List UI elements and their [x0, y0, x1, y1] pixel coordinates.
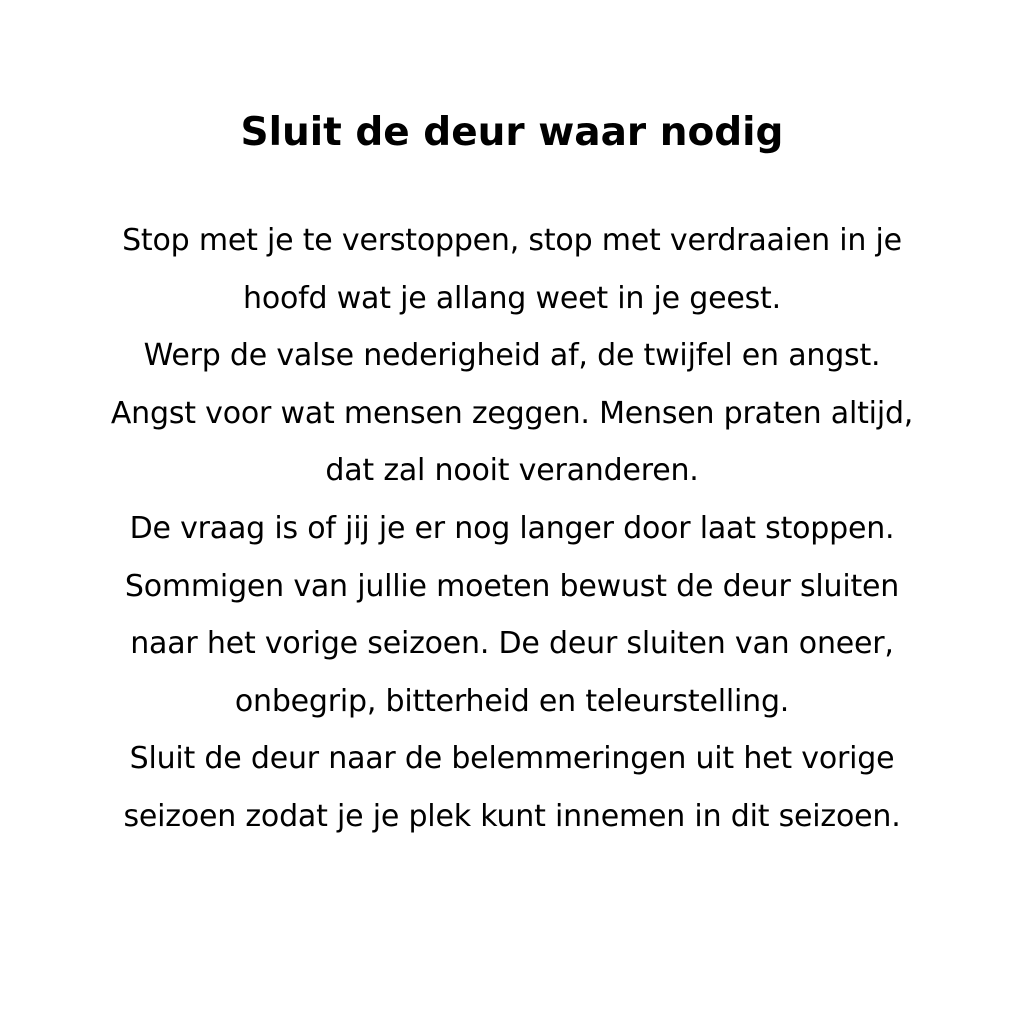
body-line: naar het vorige seizoen. De deur sluiten van oneer,	[130, 626, 894, 662]
body-text	[0, 212, 1024, 846]
body-line: seizoen zodat je je plek kunt innemen in dit seizoen.	[123, 798, 901, 834]
body-line: Angst voor wat mensen zeggen. Mensen praten altijd,	[110, 395, 914, 431]
page-title: Sluit de deur waar nodig	[240, 110, 784, 155]
body-line: Sluit de deur naar de belemmeringen uit het vorige	[129, 741, 895, 777]
body-line: onbegrip, bitterheid en teleurstelling.	[234, 683, 790, 719]
body-line: Stop met je te verstoppen, stop met verdraaien in je	[122, 223, 902, 258]
body-line: De vraag is of jij je er nog langer door laat stoppen.	[129, 510, 895, 546]
body-line: Sommigen van jullie moeten bewust de deur sluiten	[124, 568, 900, 604]
body-line: hoofd wat je allang weet in je geest.	[243, 280, 781, 316]
body-line: dat zal nooit veranderen.	[325, 453, 699, 489]
body-line: Werp de valse nederigheid af, de twijfel en angst.	[143, 338, 881, 374]
